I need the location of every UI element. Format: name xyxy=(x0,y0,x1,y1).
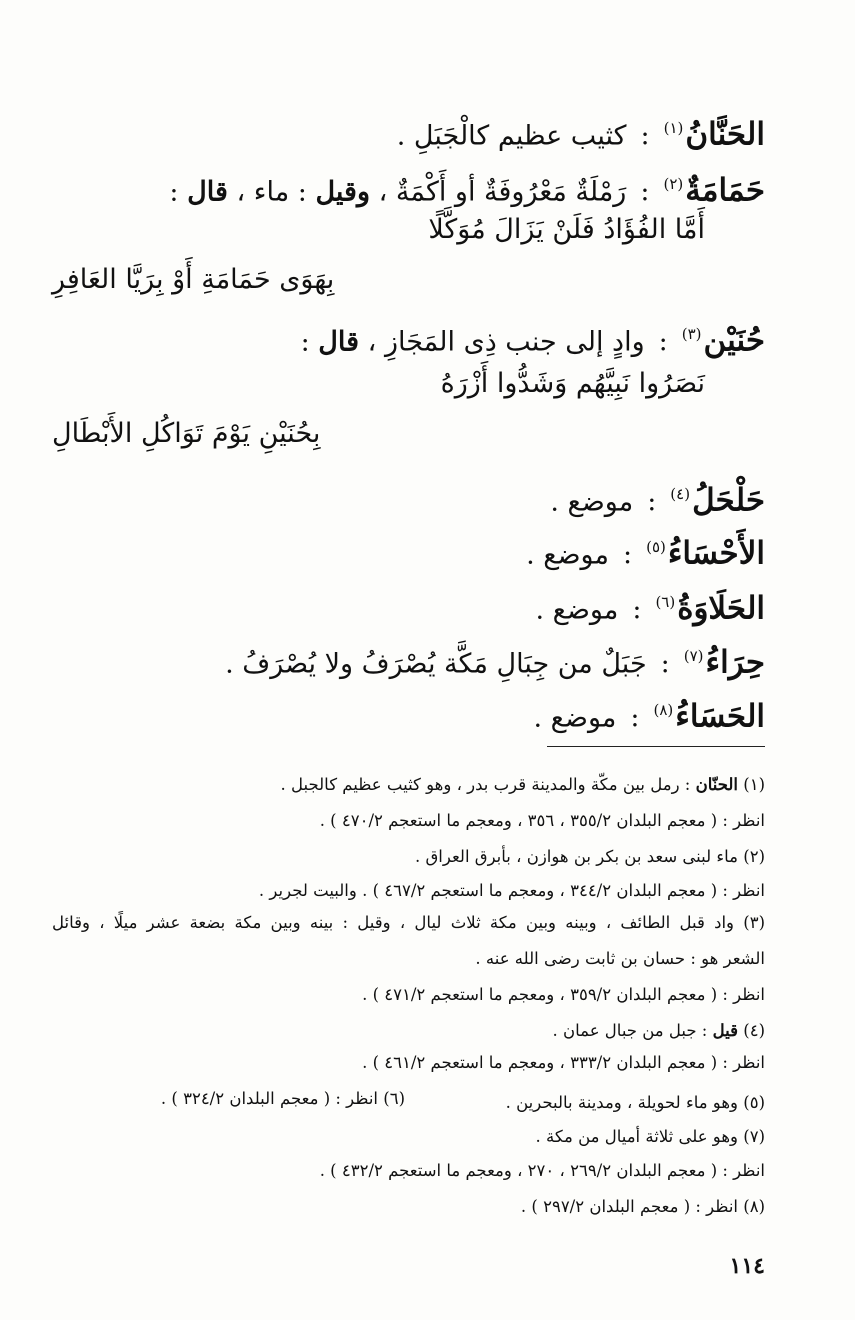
entry-term: الأَحْسَاءُ$^{(٥)}$ xyxy=(646,535,765,572)
footnote-ref: (١) xyxy=(663,119,684,137)
footnote-6: (٦) انظر : ( معجم البلدان ٣٢٤/٢ ) . xyxy=(160,1089,405,1108)
entry-term: الحَنَّانُ$^{(١)}$ xyxy=(663,116,765,153)
footnote-3: (٣) واد قبل الطائف ، وبينه وبين مكة ثلاث ليال ، وقيل : بينه وبين مكة بضعة عشر ميلًا ، وقائل xyxy=(52,913,765,932)
footnote-8: (٨) انظر : ( معجم البلدان ٢٩٧/٢ ) . xyxy=(520,1197,765,1216)
footnote-2-source: انظر : ( معجم البلدان ٣٤٤/٢ ، ومعجم ما استعجم ٤٦٧/٢ ) . والبيت لجرير . xyxy=(258,881,765,900)
entry-term: حَلْحَلُ$^{(٤)}$ xyxy=(670,482,765,519)
entry-definition: جَبَلٌ من جِبَالِ مَكَّة يُصْرَفُ ولا يُصْرَفُ . xyxy=(225,648,647,680)
verse-line: نَصَرُوا نَبِيَّهُم وَشَدُّوا أَزْرَهُ xyxy=(440,368,705,399)
entry-alhasa: الحَسَاءُ$^{(٨)}$:موضع . xyxy=(40,690,765,738)
footnote-keyword: قيل xyxy=(712,1021,738,1040)
entry-alhalawa: الحَلَاوَةُ$^{(٦)}$:موضع . xyxy=(40,582,765,630)
entry-definition: موضع . xyxy=(535,594,619,626)
entry-term: حُنَيْن$^{(٣)}$ xyxy=(681,322,765,359)
footnote-ref: (٣) xyxy=(681,325,702,343)
entry-hamama: حَمَامَةٌ$^{(٢)}$:رَمْلَةٌ مَعْرُوفَةٌ أو أَكْمَةٌ ، وقيل : ماء ، قال : xyxy=(40,164,765,212)
entry-term: حِرَاءُ$^{(٧)}$ xyxy=(683,644,765,681)
footnote-ref: (٨) xyxy=(653,701,674,719)
entry-hira: حِرَاءُ$^{(٧)}$:جَبَلٌ من جِبَالِ مَكَّة يُصْرَفُ ولا يُصْرَفُ . xyxy=(40,636,765,684)
entry-definition: موضع . xyxy=(526,539,609,571)
footnote-4 xyxy=(40,1018,765,1044)
entry-definition: موضع . xyxy=(533,702,617,734)
verse-line: بِحُنَيْنِ يَوْمَ تَوَاكُلِ الأَبْطَالِ xyxy=(52,418,321,449)
footnote-divider xyxy=(547,746,765,747)
keyword: قال xyxy=(187,176,228,208)
entry-term: الحَسَاءُ$^{(٨)}$ xyxy=(653,698,765,735)
footnote-7-source: انظر : ( معجم البلدان ٢٦٩/٢ ، ٢٧٠ ، ومعجم ما استعجم ٤٣٢/٢ ) . xyxy=(319,1161,765,1180)
verse-line: أَمَّا الفُؤَادُ فَلَنْ يَزَالَ مُوَكَّلًا xyxy=(428,214,705,245)
keyword: وقيل xyxy=(315,176,370,208)
footnote-text: : رمل بين مكّة والمدينة قرب بدر ، وهو كثيب عظيم كالجبل . xyxy=(280,775,691,794)
entry-definition: وادٍ إلى جنب ذِى المَجَازِ ، xyxy=(367,326,645,358)
footnote-4-source: انظر : ( معجم البلدان ٣٣٣/٢ ، ومعجم ما استعجم ٤٦١/٢ ) . xyxy=(362,1053,765,1072)
page-number: ١١٤ xyxy=(729,1253,765,1279)
entry-definition-part: : ماء ، xyxy=(236,176,307,208)
footnote-3-continued: الشعر هو : حسان بن ثابت رضى الله عنه . xyxy=(475,949,765,968)
footnote-number: (١) xyxy=(743,775,765,794)
verse-line: بِهَوَى حَمَامَةِ أَوْ بِرَيَّا العَافِرِ xyxy=(52,264,335,295)
footnote-ref: (٧) xyxy=(683,647,704,665)
footnote-1-source: انظر : ( معجم البلدان ٣٥٥/٢ ، ٣٥٦ ، ومعجم ما استعجم ٤٧٠/٢ ) . xyxy=(319,811,765,830)
entry-alhannan: الحَنَّانُ$^{(١)}$:كثيب عظيم كالْجَبَلِ . xyxy=(40,108,765,156)
footnote-ref: (٤) xyxy=(670,485,691,503)
footnote-ref: (٢) xyxy=(663,175,684,193)
entry-definition-part: : xyxy=(169,176,179,208)
footnote-number: (٤) xyxy=(743,1021,765,1040)
footnote-text: : جبل من جبال عمان . xyxy=(552,1021,708,1040)
entry-hunayn: حُنَيْن$^{(٣)}$:وادٍ إلى جنب ذِى المَجَازِ ، قال : xyxy=(40,314,765,362)
entry-halhal: حَلْحَلُ$^{(٤)}$:موضع . xyxy=(40,474,765,522)
footnote-5: (٥) وهو ماء لحويلة ، ومدينة بالبحرين . xyxy=(505,1093,765,1112)
footnote-1 xyxy=(40,772,765,798)
entry-definition: رَمْلَةٌ مَعْرُوفَةٌ أو أَكْمَةٌ ، xyxy=(378,176,627,208)
keyword: قال xyxy=(318,326,360,358)
entry-term: الحَلَاوَةُ$^{(٦)}$ xyxy=(655,590,765,627)
entry-definition-part: : xyxy=(300,326,310,358)
footnote-2: (٢) ماء لبنى سعد بن بكر بن هوازن ، بأبرق العراق . xyxy=(414,847,765,866)
entry-definition: كثيب عظيم كالْجَبَلِ . xyxy=(396,120,627,152)
entry-alahsa: الأَحْسَاءُ$^{(٥)}$:موضع . xyxy=(40,527,765,575)
entry-definition: موضع . xyxy=(550,486,634,518)
footnote-keyword: الحنّان xyxy=(695,775,738,794)
entry-term: حَمَامَةٌ$^{(٢)}$ xyxy=(663,172,765,209)
footnote-7: (٧) وهو على ثلاثة أميال من مكة . xyxy=(535,1127,765,1146)
footnote-3-source: انظر : ( معجم البلدان ٣٥٩/٢ ، ومعجم ما استعجم ٤٧١/٢ ) . xyxy=(362,985,765,1004)
footnote-ref: (٦) xyxy=(655,593,676,611)
footnote-ref: (٥) xyxy=(646,538,666,556)
